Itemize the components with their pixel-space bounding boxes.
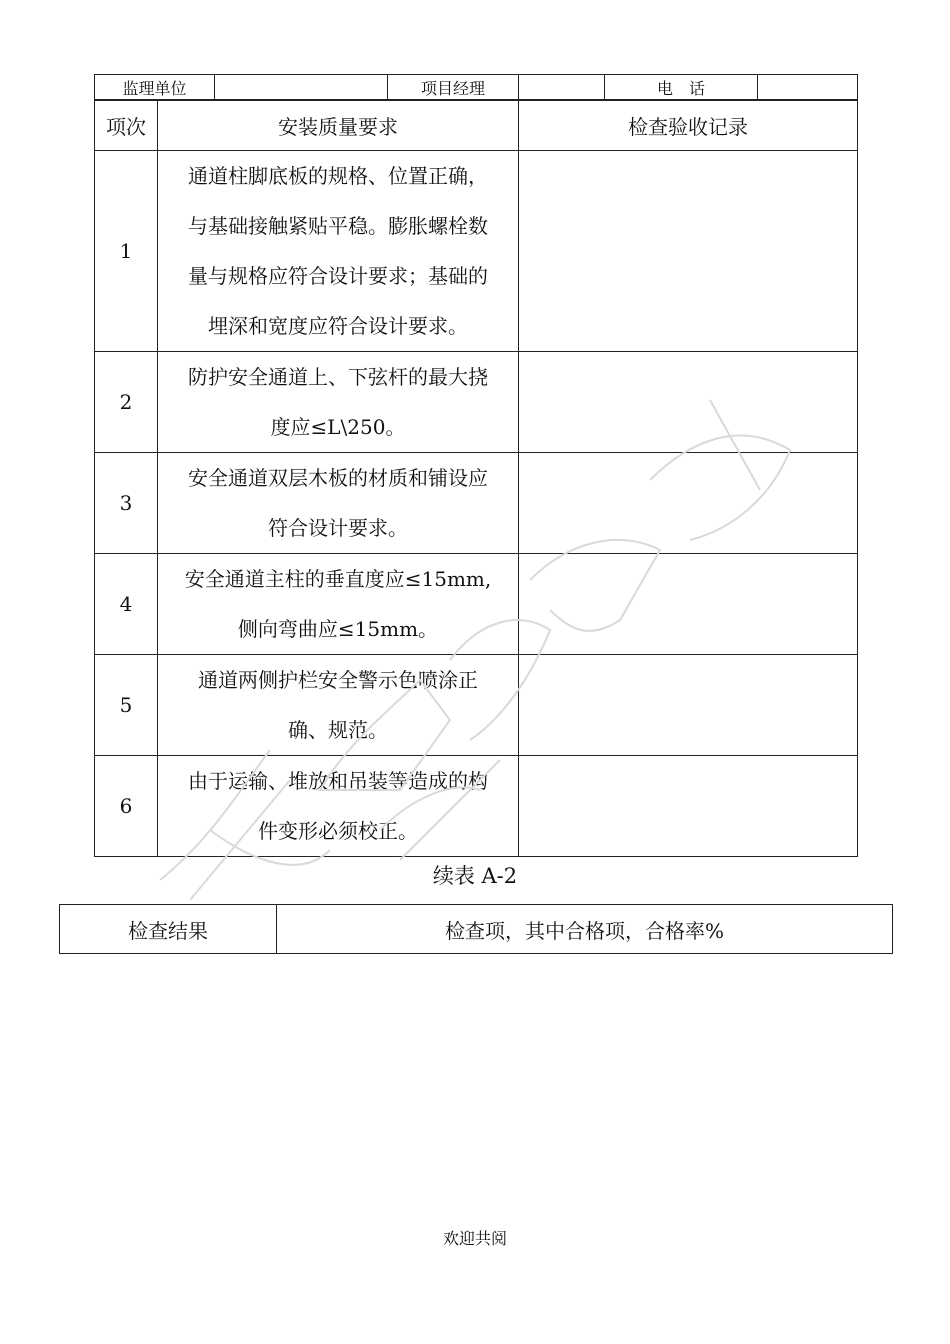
project-manager-label: 项目经理 <box>388 75 519 101</box>
row-record <box>519 453 858 554</box>
row-record <box>519 151 858 352</box>
row-index: 6 <box>95 756 158 857</box>
header-info-table <box>94 74 858 101</box>
row-requirement: 安全通道双层木板的材质和铺设应 符合设计要求。 <box>158 453 519 554</box>
inspection-table <box>94 99 858 857</box>
row-requirement: 通道柱脚底板的规格、位置正确， 与基础接触紧贴平稳。膨胀螺栓数 量与规格应符合设计要求；基础的 埋深和宽度应符合设计要求。 <box>158 151 519 352</box>
result-value: 检查项，其中合格项，合格率% <box>277 905 893 954</box>
table-row <box>95 151 858 352</box>
table-row <box>95 655 858 756</box>
supervisor-value <box>215 75 388 101</box>
row-index: 2 <box>95 352 158 453</box>
row-index: 4 <box>95 554 158 655</box>
table-row <box>95 756 858 857</box>
result-label: 检查结果 <box>60 905 277 954</box>
row-requirement: 防护安全通道上、下弦杆的最大挠 度应≤L\250。 <box>158 352 519 453</box>
table-row <box>95 352 858 453</box>
row-record <box>519 352 858 453</box>
table-row <box>95 554 858 655</box>
row-record <box>519 554 858 655</box>
row-requirement: 由于运输、堆放和吊装等造成的构 件变形必须校正。 <box>158 756 519 857</box>
row-index: 5 <box>95 655 158 756</box>
project-manager-value <box>519 75 605 101</box>
row-requirement: 安全通道主柱的垂直度应≤15mm, 侧向弯曲应≤15mm。 <box>158 554 519 655</box>
table-caption: 续表 A-2 <box>432 864 518 888</box>
table-row <box>95 453 858 554</box>
row-index: 3 <box>95 453 158 554</box>
page-footer: 欢迎共阅 <box>442 1229 507 1248</box>
table-header-row <box>95 100 858 151</box>
col-requirement-header: 安装质量要求 <box>158 100 519 151</box>
phone-value <box>758 75 858 101</box>
row-record <box>519 655 858 756</box>
row-index: 1 <box>95 151 158 352</box>
row-record <box>519 756 858 857</box>
col-record-header: 检查验收记录 <box>519 100 858 151</box>
result-table <box>59 904 893 954</box>
supervisor-label: 监理单位 <box>95 75 215 101</box>
col-index-header: 项次 <box>95 100 158 151</box>
phone-label: 电 话 <box>605 75 758 101</box>
row-requirement: 通道两侧护栏安全警示色喷涂正 确、规范。 <box>158 655 519 756</box>
